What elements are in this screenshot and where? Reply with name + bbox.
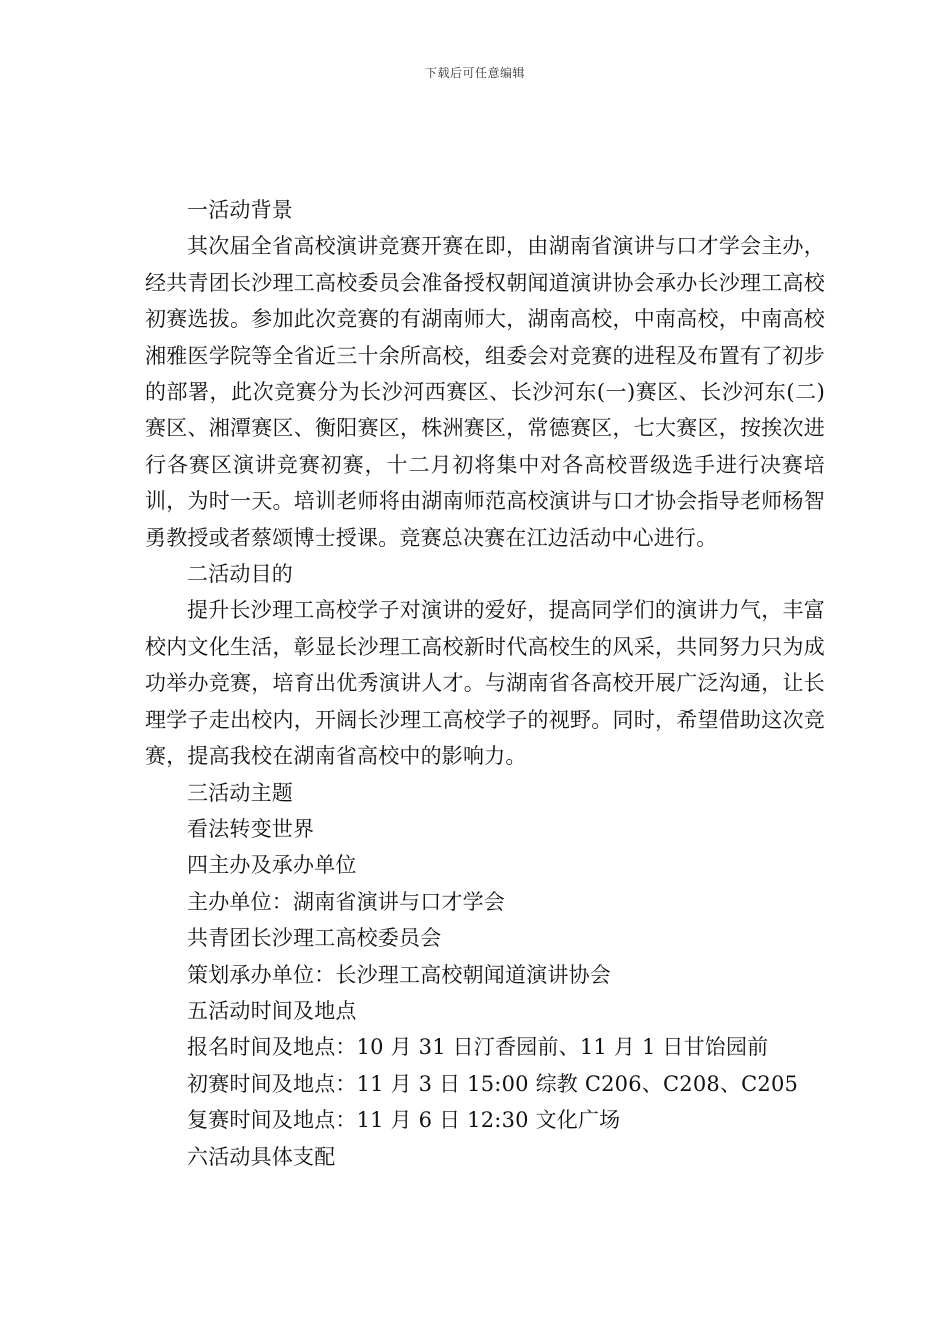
section-heading-organizers: 四主办及承办单位 (187, 853, 357, 878)
preliminary-time-place: 初赛时间及地点：11 月 3 日 15:00 综教 C206、C208、C205 (187, 1071, 799, 1096)
section-heading-theme: 三活动主题 (187, 780, 293, 805)
document-body (145, 192, 825, 1175)
host-unit-text: 主办单位：湖南省演讲与口才学会 (187, 889, 505, 914)
section-heading-arrangement: 六活动具体支配 (187, 1144, 336, 1169)
registration-time-place: 报名时间及地点：10 月 31 日汀香园前、11 月 1 日甘饴园前 (187, 1035, 769, 1060)
host-unit-secondary-text: 共青团长沙理工高校委员会 (187, 926, 442, 951)
paragraph-background: 其次届全省高校演讲竞赛开赛在即，由湖南省演讲与口才学会主办，经共青团长沙理工高校委员会准备授权朝闻道演讲协会承办长沙理工高校初赛选拔。参加此次竞赛的有湖南师大，湖南高校，中南高校，中南高校湘雅医学院等全省近三十余所高校，组委会对竞赛的进程及布置有了初步的部署，此次竞赛分为长沙河西赛区、长沙河东(一)赛区、长沙河东(二)赛区、湘潭赛区、衡阳赛区，株洲赛区，常德赛区，七大赛区，按挨次进行各赛区演讲竞赛初赛，十二月初将集中对各高校晋级选手进行决赛培训，为时一天。培训老师将由湖南师范高校演讲与口才协会指导老师杨智勇教授或者蔡颂博士授课。竞赛总决赛在江边活动中心进行。 (145, 234, 825, 550)
page-header-note: 下载后可任意编辑 (424, 66, 525, 80)
section-heading-time-place: 五活动时间及地点 (187, 998, 357, 1023)
theme-text: 看法转变世界 (187, 816, 315, 841)
paragraph-purpose: 提升长沙理工高校学子对演讲的爱好，提高同学们的演讲力气，丰富校内文化生活，彰显长沙理工高校新时代高校生的风采，共同努力只为成功举办竞赛，培育出优秀演讲人才。与湖南省各高校开展广泛沟通，让长理学子走出校内，开阔长沙理工高校学子的视野。同时，希望借助这次竞赛，提高我校在湖南省高校中的影响力。 (145, 598, 825, 769)
section-heading-background: 一活动背景 (187, 198, 293, 222)
organizer-unit-text: 策划承办单位：长沙理工高校朝闻道演讲协会 (187, 962, 611, 987)
section-heading-purpose: 二活动目的 (187, 562, 293, 587)
semifinal-time-place: 复赛时间及地点：11 月 6 日 12:30 文化广场 (187, 1108, 621, 1133)
